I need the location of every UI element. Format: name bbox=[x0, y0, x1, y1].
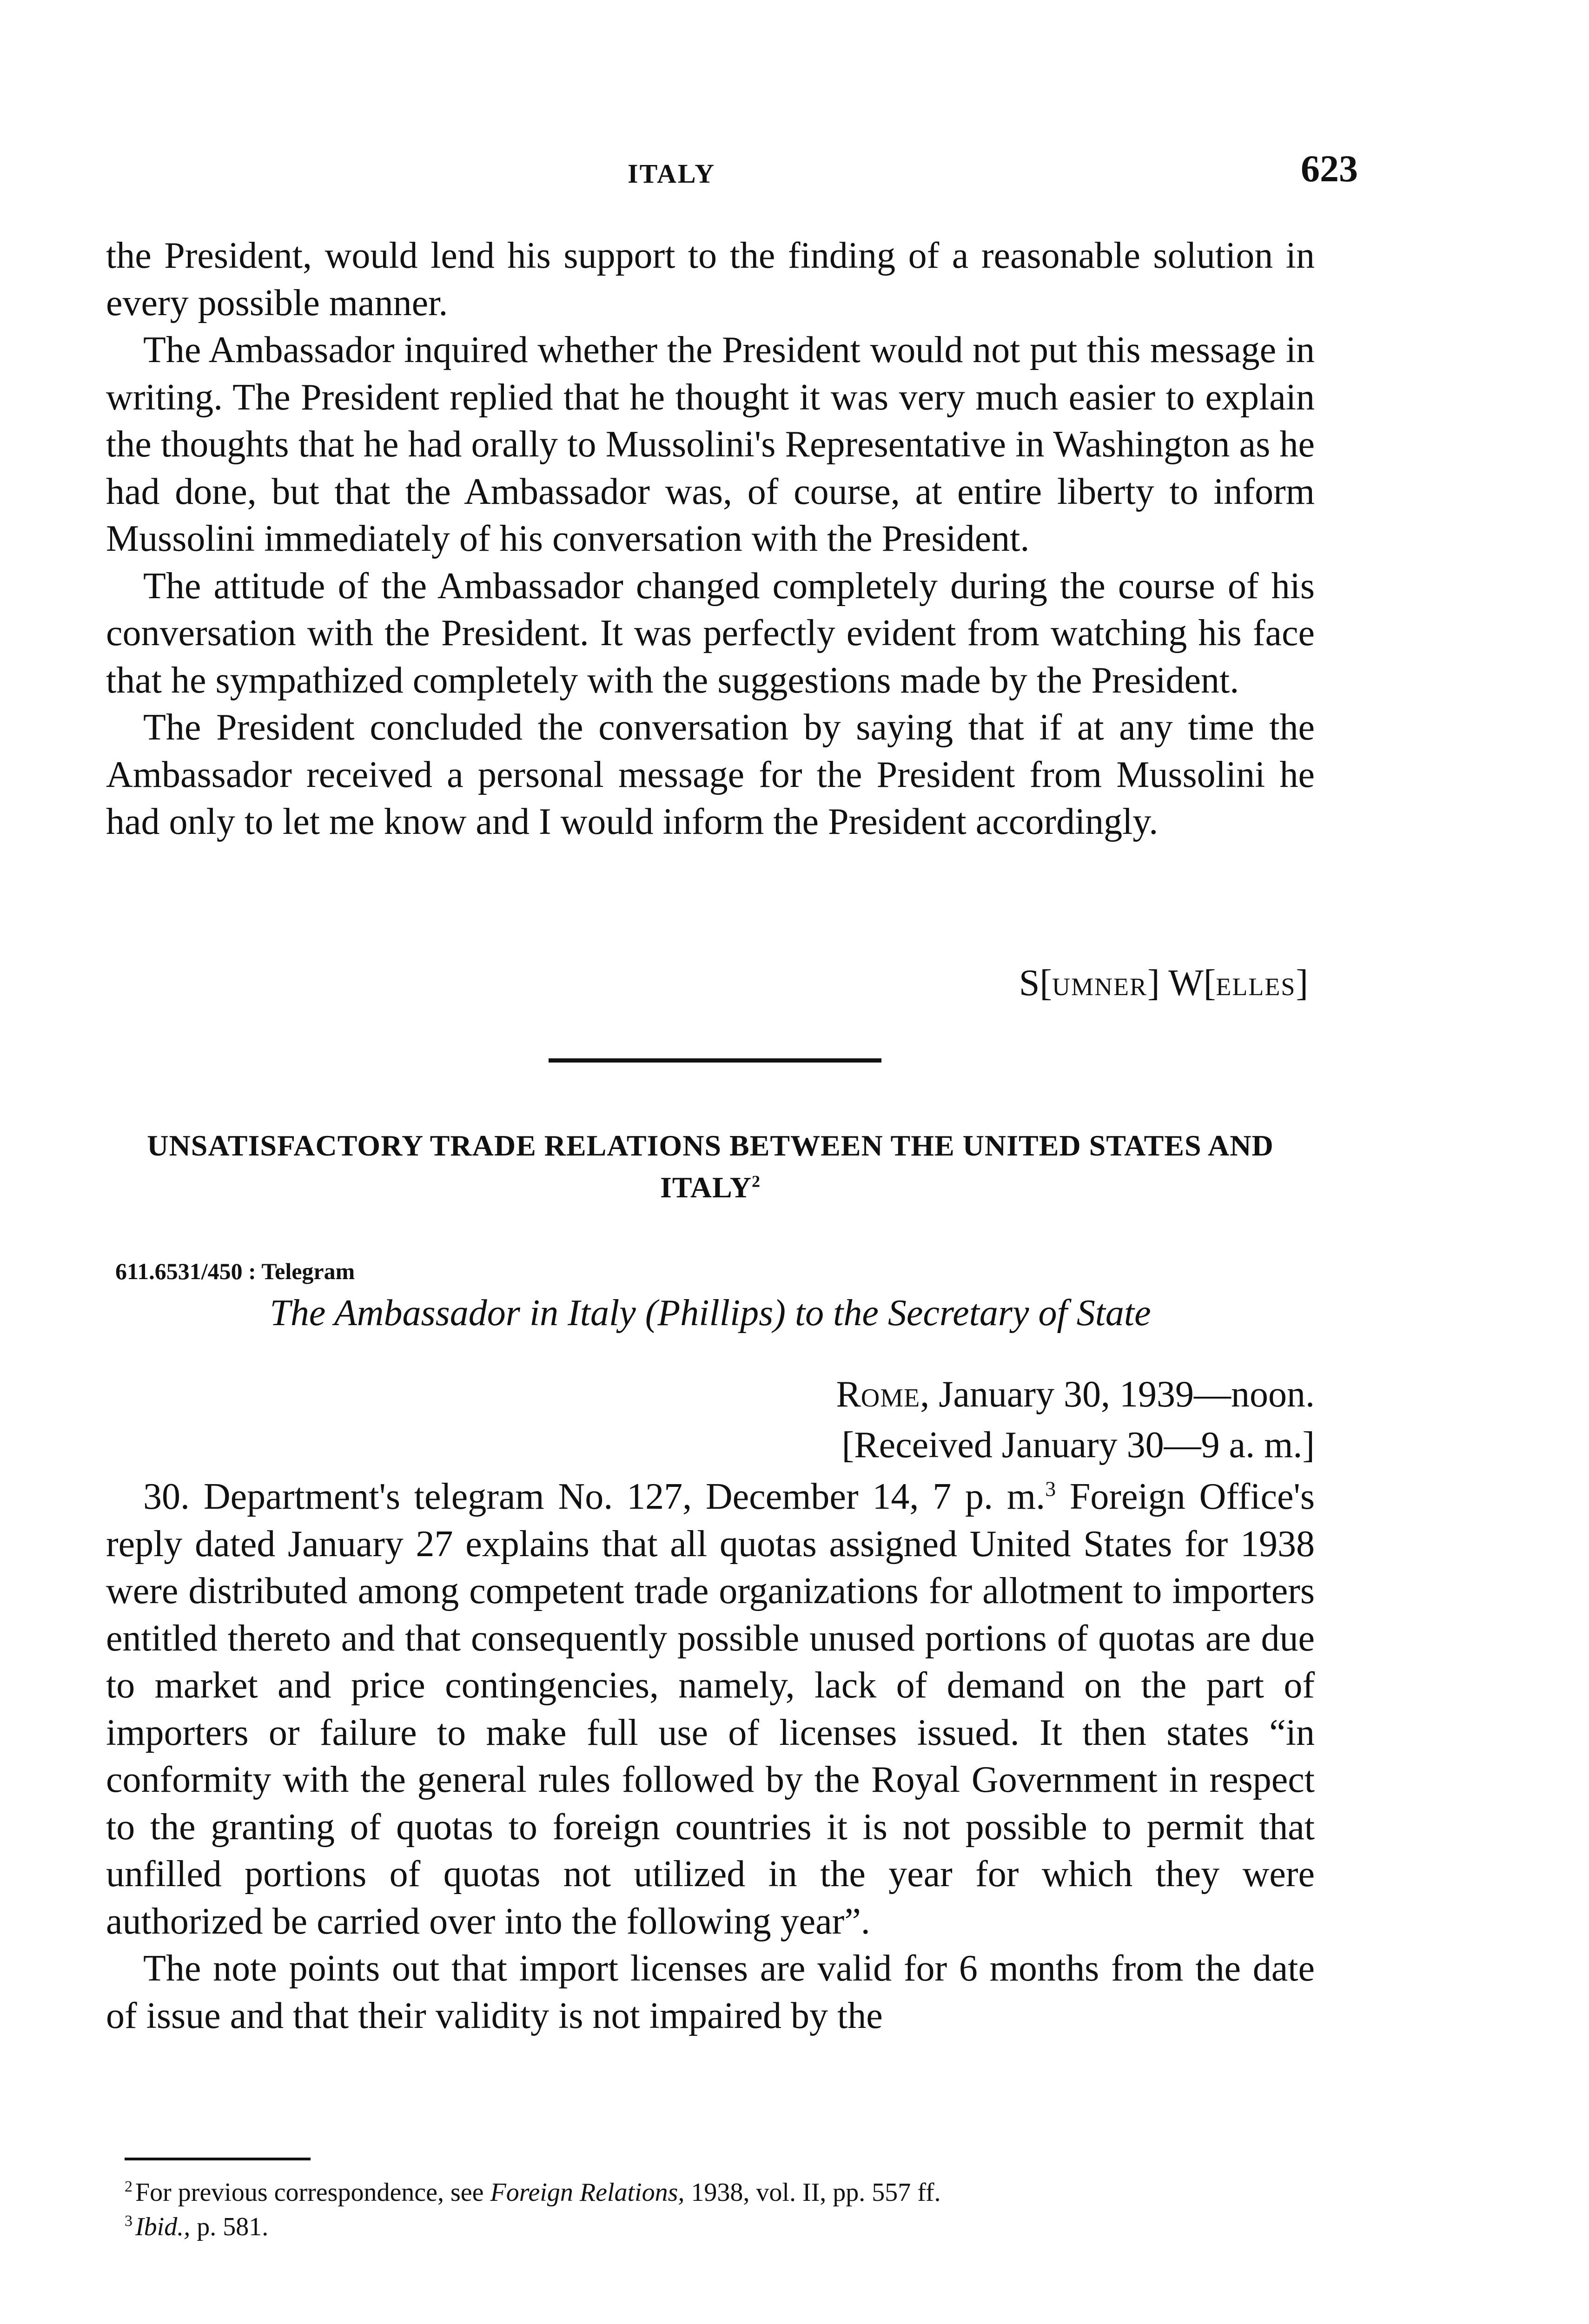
section-title bbox=[106, 1125, 1315, 1208]
footnote-italic: Foreign Relations, bbox=[490, 2178, 685, 2207]
section-title-text: UNSATISFACTORY TRADE RELATIONS BETWEEN THE UNITED STATES AND ITALY bbox=[147, 1129, 1274, 1204]
paragraph: The attitude of the Ambassador changed completely during the course of his conversation with the President. It was perfectly evident from watching his face that he sympathized completely with the suggestions made by the President. bbox=[106, 565, 1315, 701]
paragraph: The Ambassador inquired whether the President would not put this message in writing. The President replied that he thought it was very much easier to explain the thoughts that he had orally to Mussolini's Representative in Washington as he had done, but that the Ambassador was, of course, at entire liberty to inform Mussolini immediately of his conversation with the President. bbox=[106, 330, 1315, 559]
footnote-italic: Ibid., bbox=[135, 2212, 191, 2241]
signature-part: S[ bbox=[1019, 963, 1053, 1004]
footnote-text: For previous correspondence, see bbox=[135, 2178, 490, 2207]
signature-part: ] bbox=[1296, 963, 1308, 1004]
paragraph: The President concluded the conversation by saying that if at any time the Ambassador received a personal message for the President from Mussolini he had only to let me know and I would inform the President accordingly. bbox=[106, 707, 1315, 842]
footnote-text: 1938, vol. II, pp. 557 ff. bbox=[684, 2178, 941, 2207]
paragraph-text: Foreign Office's reply dated January 27 explains that all quotas assigned United States for 1938 were distributed among competent trade organizations for allotment to importers entitled thereto and that consequently possible unused portions of quotas are due to market and price contingencies, namely, lack of demand on the part of importers or failure to make full use of licenses issued. It then states “in conformity with the general rules followed by the Royal Government in respect to the granting of quotas to foreign countries it is not possible to permit that unfilled portions of quotas not utilized in the year for which they were authorized be carried over into the following year”. bbox=[106, 1476, 1315, 1942]
footnote-reference: 3 bbox=[1045, 1477, 1056, 1501]
dateline-place-rest: OME bbox=[861, 1384, 920, 1413]
running-head: ITALY bbox=[628, 158, 716, 189]
paragraph bbox=[106, 1473, 1315, 1945]
dateline-place-initial: R bbox=[836, 1374, 861, 1415]
footnote bbox=[125, 2175, 1333, 2210]
footnote-mark: 3 bbox=[125, 2212, 132, 2230]
file-reference: 611.6531/450 : Telegram bbox=[115, 1258, 355, 1284]
footnote-divider bbox=[125, 2158, 311, 2160]
signature-part: ELLES bbox=[1216, 973, 1296, 1001]
section-divider bbox=[549, 1058, 881, 1063]
dateline bbox=[836, 1371, 1315, 1469]
paragraph: the President, would lend his support to the finding of a reasonable solution in every possible manner. bbox=[106, 235, 1315, 324]
document-heading: The Ambassador in Italy (Phillips) to the Secretary of State bbox=[270, 1293, 1151, 1334]
letter-body bbox=[106, 232, 1315, 846]
dateline-date: , January 30, 1939—noon. bbox=[920, 1374, 1315, 1415]
footnote-mark: 2 bbox=[125, 2178, 132, 2196]
signature bbox=[1019, 962, 1308, 1004]
footnote-reference: 2 bbox=[752, 1172, 761, 1191]
footnote-text: p. 581. bbox=[190, 2212, 269, 2241]
paragraph-text: 30. Department's telegram No. 127, December 14, 7 p. m. bbox=[143, 1476, 1046, 1517]
footnotes bbox=[125, 2175, 1333, 2244]
footnote bbox=[125, 2210, 1333, 2244]
paragraph: The note points out that import licenses are valid for 6 months from the date of issue and that their validity is not impaired by the bbox=[106, 1948, 1315, 2036]
telegram-body bbox=[106, 1473, 1315, 2040]
dateline-place-date bbox=[836, 1371, 1315, 1422]
signature-part: UMNER bbox=[1052, 973, 1148, 1001]
page-number: 623 bbox=[1301, 147, 1358, 190]
signature-part: ] W[ bbox=[1147, 963, 1216, 1004]
dateline-received: [Received January 30—9 a. m.] bbox=[841, 1425, 1315, 1466]
